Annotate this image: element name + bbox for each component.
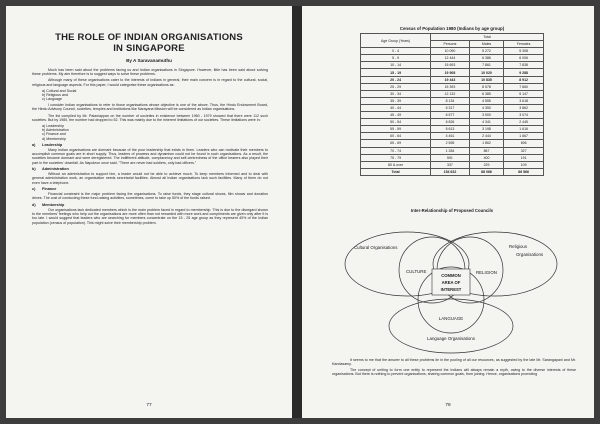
section-text-administration: Without an administration to support him, a leader would not be able to achieve much. To keep members informed and to deal with general administration work, an organisation needs secretarial facilities. Almost all Indian organisations lack such facilities. Many of them do not even have a telephone. xyxy=(32,172,268,185)
header-age-group: Age Group (Years) xyxy=(361,34,431,48)
table-row xyxy=(361,97,544,104)
table-row xyxy=(361,119,544,126)
table-cell: 8 912 xyxy=(504,76,544,83)
table-row xyxy=(361,83,544,90)
table-cell: 591 xyxy=(431,154,470,161)
table-cell: 10 090 xyxy=(431,48,470,55)
table-cell: 5 - 9 xyxy=(361,55,431,62)
table-cell: 35 - 39 xyxy=(361,97,431,104)
table-cell: 12 132 xyxy=(431,90,470,97)
limitation-item: b) Administration xyxy=(42,128,69,133)
table-cell: 60 - 64 xyxy=(361,133,431,140)
article-title-line1: THE ROLE OF INDIAN ORGANISATIONS xyxy=(55,32,243,43)
table-cell: Total xyxy=(361,168,431,175)
page-number-right: 78 xyxy=(445,403,451,408)
census-table xyxy=(360,33,544,176)
category-item: c) Language xyxy=(42,97,62,102)
category-item: b) Religious and xyxy=(42,92,68,97)
section-text-membership: Our organisations lack dedicated members which is the main problem faced in regard to membership. This is due to the disregard shown to the members' feelings who help out the organisations are more often than not rewarded with more work and compliments are given only after it is too late. I would suggest that leaders who are searching for members concentrate on the 15 - 25 age group as they represent 40% of the Indian population (census of population). This might solve their membership problem. xyxy=(32,207,268,225)
table-cell: 7 660 xyxy=(504,83,544,90)
table-cell: 15 393 xyxy=(431,83,470,90)
category-item: a) Cultural and Social xyxy=(42,88,77,93)
table-cell: 6 577 xyxy=(431,112,470,119)
header-females: Females xyxy=(504,41,544,48)
label-area-of: AREA OF xyxy=(441,280,461,285)
table-cell: 5 613 xyxy=(431,126,470,133)
label-religious-line2: Organisations xyxy=(516,252,544,257)
right-page xyxy=(302,6,594,418)
societies-paragraph: The list compiled by Mr. Palaniappan on the number of societies in existence between 1960 - 1979 showed that there were 112 such societies. But by 1980, the number had dropped to 52. This was mainly due to the inherent limitations of our societies. These limitations were in: xyxy=(32,113,268,122)
table-cell: 1 284 xyxy=(431,147,470,154)
intro-paragraph-1: Much has been said about the problems facing us and Indian organisations in Singapore. However, little has been said about solving these problems. My aim therefore is to suggest ways to solve these problems. xyxy=(32,68,268,77)
label-common: COMMON xyxy=(441,273,461,278)
table-cell: 30 - 34 xyxy=(361,90,431,97)
table-cell: 337 xyxy=(431,161,470,168)
table-cell: 3 500 xyxy=(469,112,503,119)
category-list xyxy=(32,89,268,102)
table-cell: 19 908 xyxy=(431,69,470,76)
table-cell: 5 272 xyxy=(469,48,503,55)
label-cultural-organisations: Cultural Organisations xyxy=(354,245,398,250)
table-cell: 88 066 xyxy=(469,168,503,175)
table-row xyxy=(361,112,544,119)
venn-outer-language xyxy=(389,299,513,353)
table-cell: 696 xyxy=(504,140,544,147)
limitations-list xyxy=(32,124,268,141)
diagram-caption: Inter-Relationship of Proposed Councils xyxy=(410,208,494,213)
table-cell: 6 006 xyxy=(504,55,544,62)
left-page xyxy=(6,6,292,418)
label-culture: CULTURE xyxy=(406,269,427,274)
table-cell: 45 - 49 xyxy=(361,112,431,119)
limitation-item: c) Finance and xyxy=(42,132,66,137)
table-cell: 10 - 14 xyxy=(361,62,431,69)
table-row xyxy=(361,161,544,168)
table-cell: 191 xyxy=(504,154,544,161)
closing-paragraph-2: The concept of uniting to form one entity to represent the Indians will always remain a myth, owing to the diverse interests of these organisations. But there is nothing to prevent organisations, sharing common goals, from joining. Hence, organisations promoting xyxy=(332,368,576,377)
table-cell: 6 385 xyxy=(469,90,503,97)
table-cell: 70 - 74 xyxy=(361,147,431,154)
table-cell: 66 566 xyxy=(504,168,544,175)
table-cell: 55 - 59 xyxy=(361,126,431,133)
section-heading-finance: c) Finance xyxy=(32,186,57,191)
table-cell: 15 693 xyxy=(431,62,470,69)
author-byline: By A Saravanamuthu xyxy=(126,58,172,63)
table-row xyxy=(361,133,544,140)
table-row xyxy=(361,168,544,175)
table-cell: 4 341 xyxy=(469,119,503,126)
limitation-item: a) Leadership xyxy=(42,123,64,128)
table-cell: 4 461 xyxy=(431,133,470,140)
article-title xyxy=(6,32,292,54)
table-cell: 6 317 xyxy=(431,104,470,111)
table-cell: 3 618 xyxy=(504,97,544,104)
closing-text xyxy=(332,358,576,378)
article-body xyxy=(32,68,268,227)
table-row xyxy=(361,76,544,83)
table-row xyxy=(361,147,544,154)
table-cell: 7 861 xyxy=(469,62,503,69)
table-row xyxy=(361,126,544,133)
intro-paragraph-2: Although many of these organisations cater to the interests of Indians in general, their main concern is in regard to the cultural, social, religious and language aspects. For this paper, I would categorise these organisations as: xyxy=(32,78,268,87)
section-text-finance: Financial constraint is the major problem facing the organisations. To raise funds, they stage cultural shows, film shows and donation drives. The cost of conducting these fund-raising activities, sometimes, come to take up 50% of the funds raised. xyxy=(32,192,268,201)
venn-diagram xyxy=(332,216,572,356)
table-cell: 40 - 44 xyxy=(361,104,431,111)
table-cell: 2 445 xyxy=(504,119,544,126)
table-cell: 8 134 xyxy=(431,97,470,104)
census-table-body xyxy=(361,48,544,176)
table-cell: 0 - 4 xyxy=(361,48,431,55)
table-cell: 8 578 xyxy=(469,83,503,90)
header-total: Total xyxy=(431,34,544,41)
table-cell: 6 386 xyxy=(469,55,503,62)
table-cell: 10 020 xyxy=(469,69,503,76)
table-cell: 4 555 xyxy=(469,97,503,104)
table-row xyxy=(361,55,544,62)
label-language-organisations: Language Organisations xyxy=(427,336,475,341)
header-males: Males xyxy=(469,41,503,48)
table-caption: Census of Population 1980 (Indians by age group) xyxy=(399,26,505,31)
table-cell: 154 632 xyxy=(431,168,470,175)
table-cell: 1 862 xyxy=(469,140,503,147)
table-row xyxy=(361,90,544,97)
header-persons: Persons xyxy=(431,41,470,48)
table-cell: 2 555 xyxy=(431,140,470,147)
table-cell: 1 616 xyxy=(504,126,544,133)
closing-paragraph-1: It seems to me that the answer to all these problems lie in the pooling of all our resources, as suggested by the late Mr. Sarangapani and Mr. Kandasamy. xyxy=(332,358,576,367)
page-number-left: 77 xyxy=(146,403,152,408)
table-cell: 400 xyxy=(469,154,503,161)
table-cell: 10 835 xyxy=(469,76,503,83)
table-cell: 25 - 29 xyxy=(361,83,431,90)
table-cell: 75 - 79 xyxy=(361,154,431,161)
table-row xyxy=(361,140,544,147)
table-cell: 327 xyxy=(504,147,544,154)
book-gutter xyxy=(292,6,302,418)
table-cell: 50 - 54 xyxy=(361,119,431,126)
table-cell: 3 198 xyxy=(469,126,503,133)
table-cell: 3 074 xyxy=(504,112,544,119)
table-cell: 19 443 xyxy=(431,76,470,83)
table-cell: 5 147 xyxy=(504,90,544,97)
table-cell: 867 xyxy=(469,147,503,154)
label-interest: INTEREST xyxy=(440,287,462,292)
table-cell: 15 - 19 xyxy=(361,69,431,76)
definition-paragraph: I consider Indian organisations to refer to those organisations whose objective is one of the above. Thus, the Hindu Endowment Board, the Hindu Advisory Council, societies, temples and institutions like Narayana Mission will be considered as Indian organisations. xyxy=(32,103,268,112)
table-cell: 1 667 xyxy=(504,133,544,140)
section-heading-membership: d) Membership xyxy=(32,202,65,207)
table-cell: 5 308 xyxy=(504,48,544,55)
table-cell: 6 826 xyxy=(431,119,470,126)
section-heading-leadership: a) Leadership xyxy=(32,142,63,147)
table-cell: 3 862 xyxy=(504,104,544,111)
label-religious-line1: Religious xyxy=(509,244,528,249)
table-cell: 80 & over xyxy=(361,161,431,168)
label-language: LANGUAGE xyxy=(438,316,464,321)
table-row xyxy=(361,62,544,69)
table-row xyxy=(361,104,544,111)
limitation-item: d) Membership xyxy=(42,136,66,141)
table-cell: 7 838 xyxy=(504,62,544,69)
table-cell: 9 288 xyxy=(504,69,544,76)
table-row xyxy=(361,69,544,76)
table-cell: 109 xyxy=(504,161,544,168)
label-religion: RELIGION xyxy=(476,270,497,275)
section-heading-administration: b) Administration xyxy=(32,166,69,171)
article-title-line2: IN SINGAPORE xyxy=(113,43,185,54)
table-row xyxy=(361,48,544,55)
table-cell: 12 444 xyxy=(431,55,470,62)
table-cell: 4 350 xyxy=(469,104,503,111)
table-cell: 229 xyxy=(469,161,503,168)
table-row xyxy=(361,154,544,161)
table-cell: 65 - 69 xyxy=(361,140,431,147)
table-cell: 20 - 24 xyxy=(361,76,431,83)
table-cell: 2 444 xyxy=(469,133,503,140)
section-text-leadership: Many Indian organisations are dormant because of the poor leadership that exists in them. Leaders who can motivate their members to accomplish common goals are in short supply. Thus, leaders of prowess and dynamism could not be found in such organisations. As a result, the societies became dormant and were deregistered. The indifferent attitude, complacency and self-centredness of the office bearers also played their part in the societies' downfall. As Napoleon once said, "There are never bad soldiers, only bad officers." xyxy=(32,147,268,165)
